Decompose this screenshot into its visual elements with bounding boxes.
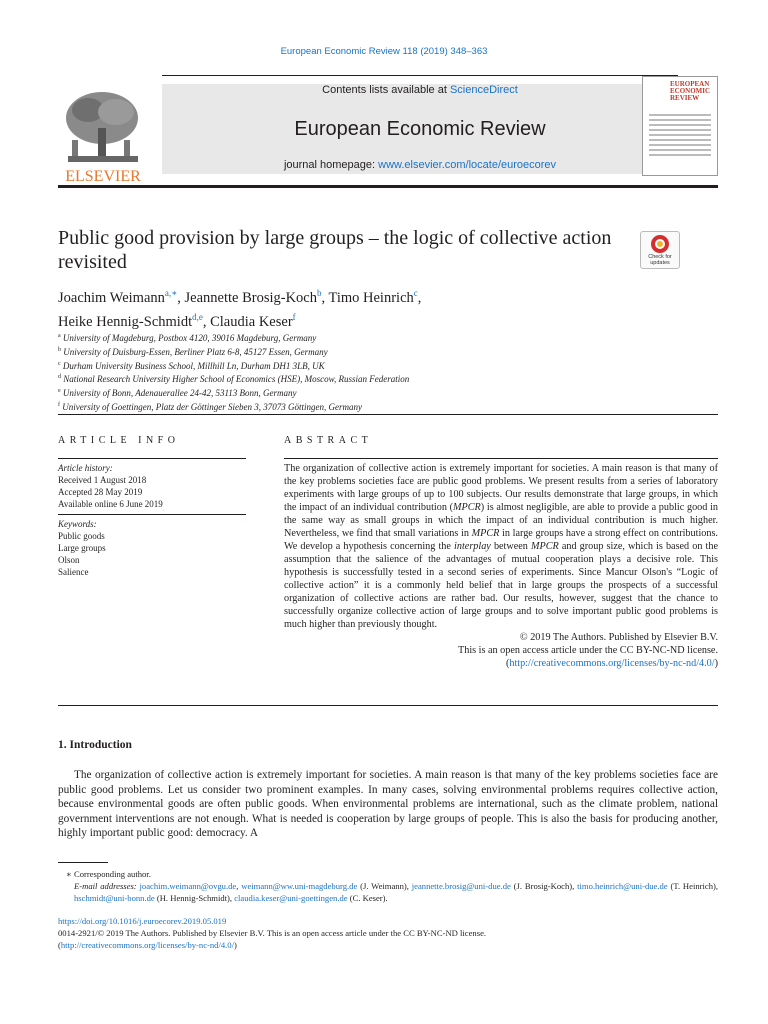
author: Joachim Weimann$^{a,∗}$, [58, 288, 185, 306]
footnote-rule [58, 862, 108, 863]
contents-line: Contents lists available at ScienceDirect [322, 84, 518, 96]
license-line: This is an open access article under the CC BY-NC-ND license. [458, 645, 718, 656]
author-list [58, 284, 718, 332]
sciencedirect-link[interactable]: ScienceDirect [449, 84, 518, 96]
affiliation-list [58, 331, 718, 414]
author-affiliation-marker[interactable]: c [413, 288, 418, 298]
section-divider [58, 705, 718, 706]
author: Heike Hennig-Schmidt$^{d,e}$, [58, 311, 211, 330]
keyword[interactable]: Large groups [58, 543, 106, 553]
affiliation: $^c$ Durham University Business School, Millhill Ln, Durham DH1 3LB, UK [58, 360, 325, 371]
journal-header [58, 74, 718, 184]
author-affiliation-marker[interactable]: b [317, 288, 322, 298]
journal-homepage: journal homepage: www.elsevier.com/locate/euroecorev [283, 159, 557, 171]
article-metadata [58, 915, 718, 951]
author-affiliation-marker[interactable]: f [292, 311, 296, 322]
publisher-name: ELSEVIER [65, 168, 141, 185]
email-link[interactable]: hschmidt@uni-bonn.de [74, 893, 155, 903]
keywords-label: Keywords: [58, 519, 97, 529]
email-link[interactable]: jeannette.brosig@uni-due.de [411, 881, 511, 891]
cover-title: EUROPEAN ECONOMIC REVIEW [670, 80, 711, 102]
journal-citation[interactable]: European Economic Review 118 (2019) 348–363 [280, 46, 488, 57]
email-addresses: E-mail addresses: joachim.weimann@ovgu.de, weimann@ww.uni-magdeburg.de (J. Weimann), jeannette.brosig@uni-due.de (J. Brosig-Koch), timo.heinrich@uni-due.de (T. Heinrich), hschmidt@uni-bonn.de (H. Hennig-Schmidt), claudia.keser@uni-goettingen.de (C. Keser). [74, 881, 719, 903]
email-link[interactable]: timo.heinrich@uni-due.de [577, 881, 668, 891]
article-info [58, 458, 246, 578]
email-link[interactable]: weimann@ww.uni-magdeburg.de [241, 881, 358, 891]
footnotes [58, 868, 718, 904]
keyword[interactable]: Public goods [58, 531, 105, 541]
author: Jeannette Brosig-Koch$^b$, [184, 288, 329, 306]
copyright-line: © 2019 The Authors. Published by Elsevier B.V. [519, 632, 718, 643]
abstract-body [284, 462, 718, 670]
affiliation: $^e$ University of Bonn, Adenauerallee 24-42, 53113 Bonn, Germany [58, 388, 297, 399]
doi-link[interactable]: https://doi.org/10.1016/j.euroecorev.2019.05.019 [58, 916, 227, 926]
elsevier-logo [58, 84, 148, 184]
history-online: Available online 6 June 2019 [58, 499, 163, 509]
header-bottom-rule [58, 185, 718, 188]
article-info-heading: ARTICLE INFO [58, 435, 180, 446]
history-accepted: Accepted 28 May 2019 [58, 487, 143, 497]
abstract-heading: ABSTRACT [284, 435, 373, 446]
keyword[interactable]: Salience [58, 567, 89, 577]
crossmark-icon [651, 235, 669, 253]
bottom-license: (http://creativecommons.org/licenses/by-nc-nd/4.0/) [58, 940, 237, 950]
journal-cover-thumbnail[interactable] [642, 76, 718, 176]
history-label: Article history: [58, 463, 113, 473]
check-for-updates-label: Check for updates [648, 254, 672, 266]
email-link[interactable]: joachim.weimann@ovgu.de [139, 881, 237, 891]
journal-banner [162, 84, 678, 174]
check-for-updates-button[interactable] [640, 231, 680, 269]
keyword[interactable]: Olson [58, 555, 80, 565]
homepage-link[interactable]: www.elsevier.com/locate/euroecorev [378, 159, 557, 171]
license-link-line: (http://creativecommons.org/licenses/by-nc-nd/4.0/) [505, 658, 718, 669]
issn-copyright: 0014-2921/© 2019 The Authors. Published by Elsevier B.V. This is an open access article under the CC BY-NC-ND license. [58, 928, 487, 938]
affiliation: $^f$ University of Goettingen, Platz der Göttinger Sieben 3, 37073 Göttingen, Germany [58, 401, 362, 412]
corresponding-author-note: ∗ Corresponding author. [66, 869, 151, 879]
bottom-license-link[interactable]: http://creativecommons.org/licenses/by-nc-nd/4.0/ [60, 940, 234, 950]
abstract-rule [284, 458, 718, 459]
author-affiliation-marker[interactable]: d,e [192, 311, 203, 322]
affiliation: $^b$ University of Duisburg-Essen, Berliner Platz 6-8, 45127 Essen, Germany [58, 346, 328, 357]
history-received: Received 1 August 2018 [58, 475, 147, 485]
author: Timo Heinrich$^c$, [328, 288, 422, 306]
introduction-paragraph: The organization of collective action is extremely important for societies. A main reason is that many of the key problems societies face are public good problems. Let us consider two prominent examples. In many cases, solving environmental problems requires collective action, because environmental goods are often public goods. When environmental problems are international, such as the climate problem, national government interventions are not enough. What is needed is cooperation by large groups of people. This is also the basis for producing another, highly important public good: democracy. A [58, 769, 718, 839]
affiliation: $^d$ National Research University Higher School of Economics (HSE), Moscow, Russian Federation [58, 374, 410, 385]
license-link[interactable]: http://creativecommons.org/licenses/by-nc-nd/4.0/ [509, 658, 715, 669]
section-heading-introduction: 1. Introduction [58, 739, 132, 751]
header-top-rule [162, 75, 678, 76]
abstract-text: The organization of collective action is extremely important for societies. A main reason is that many of the key problems societies face are public good problems. We present results from a series of laboratory experiments with large groups of up to 100 subjects. Our results demonstrate that large groups, in which the impact of an individual contribution (MPCR) is almost negligible, are able to provide a public good in the same way as small groups in which the impact of an individual contribution is much higher. Nevertheless, we find that small variations in MPCR in large groups have a strong effect on contributions. We develop a hypothesis concerning the interplay between MPCR and group size, which is based on the assumption that the salience of the advantages of mutual cooperation plays a decisive role. This hypothesis is successfully tested in a second series of experiments. Since Mancur Olson's “Logic of collective action” it is a commonly held belief that in large groups the prospects of a successful organization of collective actions are rather bad. Our results, however, suggest that the chance to successfully organize collective action of large groups and to solve important public good problems is much higher than previously thought. [284, 463, 718, 630]
journal-title: European Economic Review [294, 118, 546, 140]
author-affiliation-marker[interactable]: a,∗ [164, 288, 178, 298]
section-divider [58, 414, 718, 415]
affiliation: $^a$ University of Magdeburg, Postbox 4120, 39016 Magdeburg, Germany [58, 333, 317, 343]
author: Claudia Keser$^f$ [210, 311, 296, 330]
article-title: Public good provision by large groups – the logic of collective action revisited [58, 227, 612, 273]
email-link[interactable]: claudia.keser@uni-goettingen.de [234, 893, 348, 903]
